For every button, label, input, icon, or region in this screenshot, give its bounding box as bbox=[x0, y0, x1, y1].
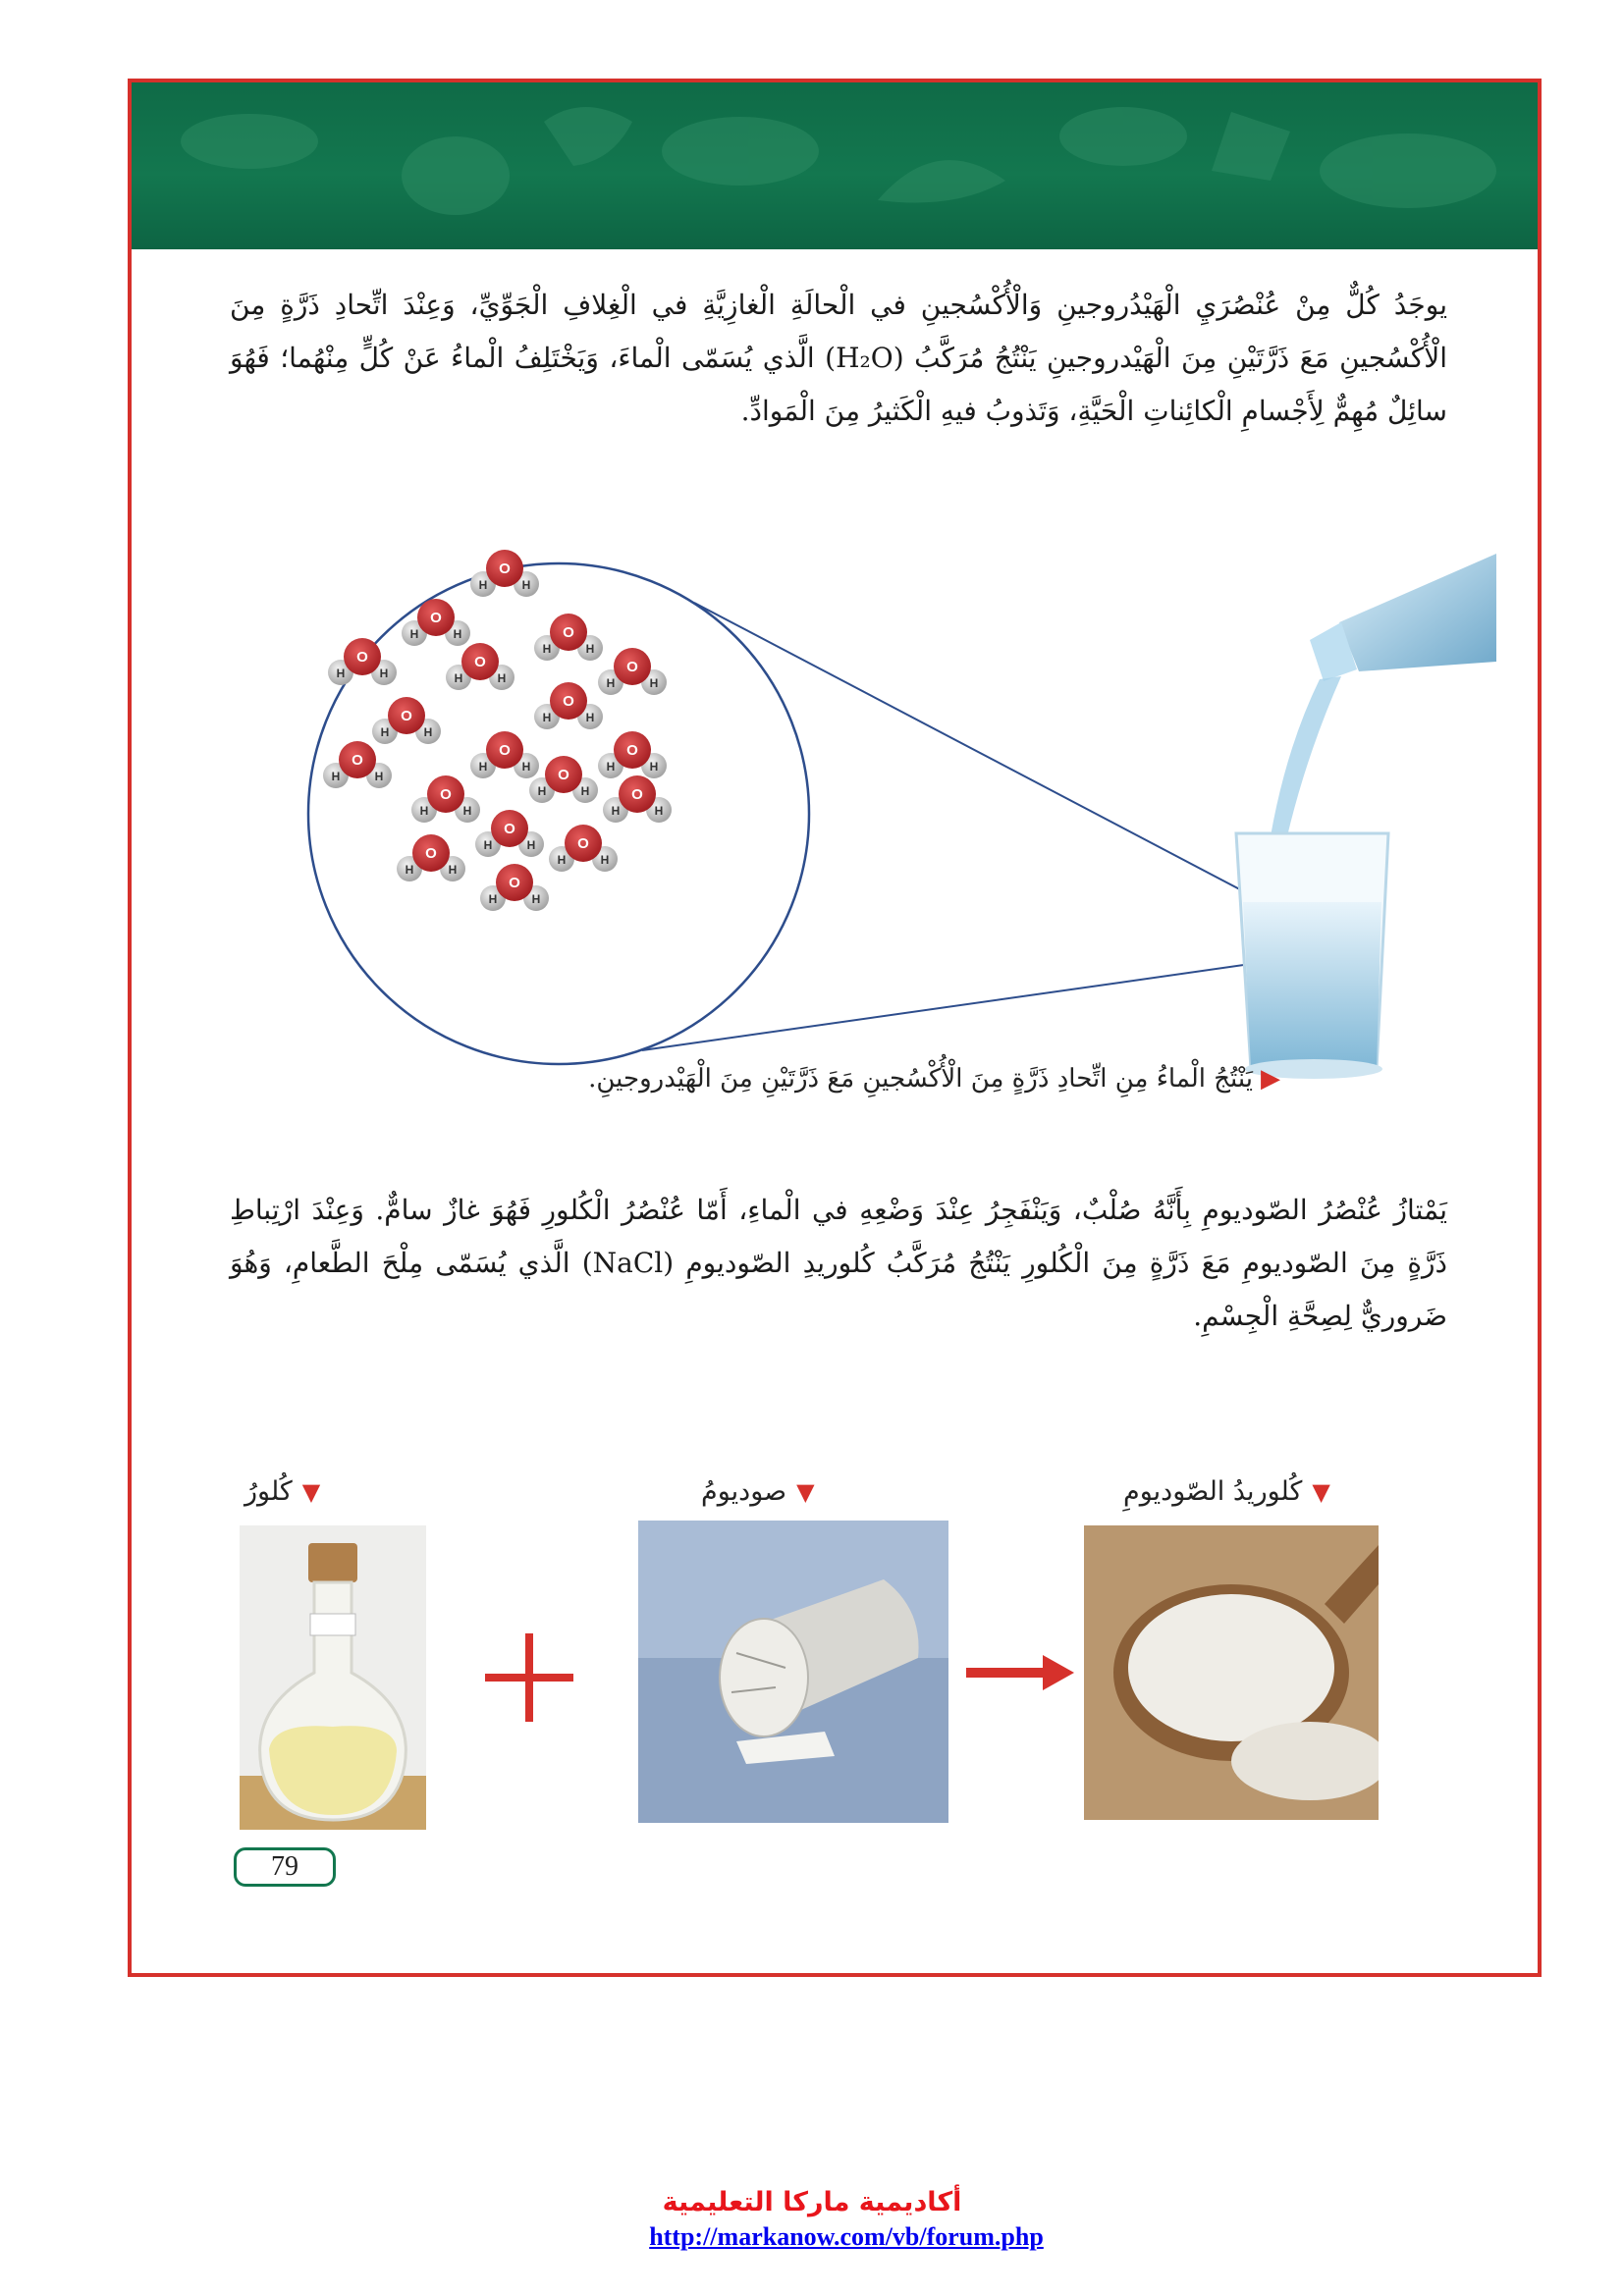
oxygen-label: O bbox=[626, 742, 638, 759]
hydrogen-label: H bbox=[454, 671, 463, 685]
hydrogen-label: H bbox=[649, 760, 659, 774]
hydrogen-label: H bbox=[531, 892, 541, 906]
page-frame bbox=[128, 79, 1542, 1977]
hydrogen-label: H bbox=[483, 838, 493, 852]
oxygen-label: O bbox=[626, 659, 638, 675]
oxygen-label: O bbox=[352, 752, 363, 769]
label-sodium-chloride bbox=[1123, 1476, 1330, 1507]
hydrogen-label: H bbox=[521, 760, 531, 774]
hydrogen-label: H bbox=[453, 627, 462, 641]
hydrogen-label: H bbox=[374, 770, 384, 783]
paragraph-water: يوجَدُ كُلٌّ مِنْ عُنْصُرَيِ الْهَيْدُروجينِ وَالْأُكْسُجينِ في الْحالَةِ الْغازِيَّةِ في الْغِلافِ الْجَوِّيِّ، وَعِنْدَ اتِّحادِ ذَرَّةٍ مِنَ الْأُكْسُجينِ مَعَ ذَرَّتَيْنِ مِنَ الْهَيْدروجينِ يَنْتُجُ مُرَكَّبُ (H₂O) الَّذي يُسَمّى الْماءَ، وَيَخْتَلِفُ الْماءُ عَنْ كُلٍّ مِنْهُما؛ فَهُوَ سائِلٌ مُهِمٌّ لِأَجْسامِ الْكائِناتِ الْحَيَّةِ، وَتَذوبُ فيهِ الْكَثيرُ مِنَ الْمَوادِّ. bbox=[230, 289, 1447, 427]
hydrogen-label: H bbox=[585, 711, 595, 724]
oxygen-label: O bbox=[504, 821, 515, 837]
hydrogen-label: H bbox=[478, 578, 488, 592]
footer-academy-title: أكاديمية ماركا التعليمية bbox=[662, 2187, 962, 2217]
hydrogen-label: H bbox=[419, 804, 429, 818]
oxygen-label: O bbox=[356, 649, 368, 666]
hydrogen-label: H bbox=[649, 676, 659, 690]
red-triangle-down-icon: ▼ bbox=[796, 1478, 815, 1506]
oxygen-label: O bbox=[509, 875, 520, 891]
oxygen-label: O bbox=[563, 693, 574, 710]
hydrogen-label: H bbox=[409, 627, 419, 641]
label-sodium bbox=[701, 1476, 815, 1507]
hydrogen-label: H bbox=[462, 804, 472, 818]
hydrogen-label: H bbox=[521, 578, 531, 592]
label-sodium-chloride-text: كُلوريدُ الصّوديومِ bbox=[1123, 1476, 1303, 1507]
oxygen-label: O bbox=[631, 786, 643, 803]
water-bottle-image bbox=[1266, 554, 1496, 868]
label-chlorine bbox=[244, 1476, 320, 1507]
figure-caption bbox=[367, 1064, 1280, 1094]
oxygen-label: O bbox=[401, 708, 412, 724]
red-triangle-down-icon: ▼ bbox=[301, 1478, 321, 1506]
hydrogen-label: H bbox=[405, 863, 414, 877]
hydrogen-label: H bbox=[537, 784, 547, 798]
hydrogen-label: H bbox=[526, 838, 536, 852]
figure-caption-text: يَنْتُجُ الْماءُ مِنِ اتِّحادِ ذَرَّةٍ مِنَ الْأُكْسُجينِ مَعَ ذَرَّتَيْنِ مِنَ الْهَيْدروجينِ. bbox=[588, 1064, 1253, 1094]
hydrogen-label: H bbox=[423, 725, 433, 739]
hydrogen-label: H bbox=[379, 667, 389, 680]
label-sodium-text: صوديومُ bbox=[701, 1476, 787, 1507]
chlorine-flask-image bbox=[240, 1525, 426, 1830]
chapter-banner bbox=[132, 82, 1538, 249]
oxygen-label: O bbox=[563, 624, 574, 641]
oxygen-label: O bbox=[577, 835, 589, 852]
footer-forum-link[interactable]: http://markanow.com/vb/forum.php bbox=[649, 2222, 1044, 2251]
hydrogen-label: H bbox=[380, 725, 390, 739]
red-triangle-down-icon: ▼ bbox=[1312, 1478, 1330, 1506]
oxygen-label: O bbox=[425, 845, 437, 862]
hydrogen-label: H bbox=[606, 760, 616, 774]
hydrogen-label: H bbox=[654, 804, 664, 818]
hydrogen-label: H bbox=[542, 711, 552, 724]
hydrogen-label: H bbox=[580, 784, 590, 798]
oxygen-label: O bbox=[558, 767, 569, 783]
paragraph-sodium-chloride: يَمْتازُ عُنْصُرُ الصّوديومِ بِأَنَّهُ صُلْبٌ، وَيَنْفَجِرُ عِنْدَ وَضْعِهِ في الْماءِ، أَمّا عُنْصُرُ الْكُلورِ فَهُوَ غازٌ سامٌّ. وَعِنْدَ ارْتِباطِ ذَرَّةٍ مِنَ الصّوديومِ مَعَ ذَرَّةٍ مِنَ الْكُلورِ يَنْتُجُ مُرَكَّبُ كُلوريدِ الصّوديومِ (NaCl) الَّذي يُسَمّى مِلْحَ الطَّعامِ، وَهُوَ ضَروريٌّ لِصِحَّةِ الْجِسْمِ. bbox=[230, 1194, 1448, 1332]
hydrogen-label: H bbox=[448, 863, 458, 877]
hydrogen-label: H bbox=[488, 892, 498, 906]
banner-animal-silhouettes bbox=[132, 82, 1538, 249]
hydrogen-label: H bbox=[600, 853, 610, 867]
hydrogen-label: H bbox=[606, 676, 616, 690]
oxygen-label: O bbox=[499, 742, 511, 759]
oxygen-label: O bbox=[440, 786, 452, 803]
hydrogen-label: H bbox=[585, 642, 595, 656]
hydrogen-label: H bbox=[611, 804, 621, 818]
water-figure-svg bbox=[269, 514, 1496, 1084]
sodium-chloride-salt-image bbox=[1084, 1525, 1379, 1820]
oxygen-label: O bbox=[430, 610, 442, 626]
hydrogen-label: H bbox=[542, 642, 552, 656]
sodium-metal-image bbox=[638, 1521, 948, 1823]
red-triangle-icon: ▶ bbox=[1261, 1064, 1280, 1094]
water-molecule-figure bbox=[269, 514, 1496, 1084]
plus-icon bbox=[485, 1633, 573, 1722]
page-number: 79 bbox=[234, 1847, 336, 1887]
oxygen-label: O bbox=[499, 561, 511, 577]
hydrogen-label: H bbox=[336, 667, 346, 680]
oxygen-label: O bbox=[474, 654, 486, 670]
label-chlorine-text: كُلورُ bbox=[244, 1476, 293, 1507]
hydrogen-label: H bbox=[331, 770, 341, 783]
water-glass-image bbox=[1236, 833, 1388, 1079]
hydrogen-label: H bbox=[557, 853, 567, 867]
hydrogen-label: H bbox=[497, 671, 507, 685]
arrow-right-icon bbox=[966, 1653, 1074, 1692]
hydrogen-label: H bbox=[478, 760, 488, 774]
